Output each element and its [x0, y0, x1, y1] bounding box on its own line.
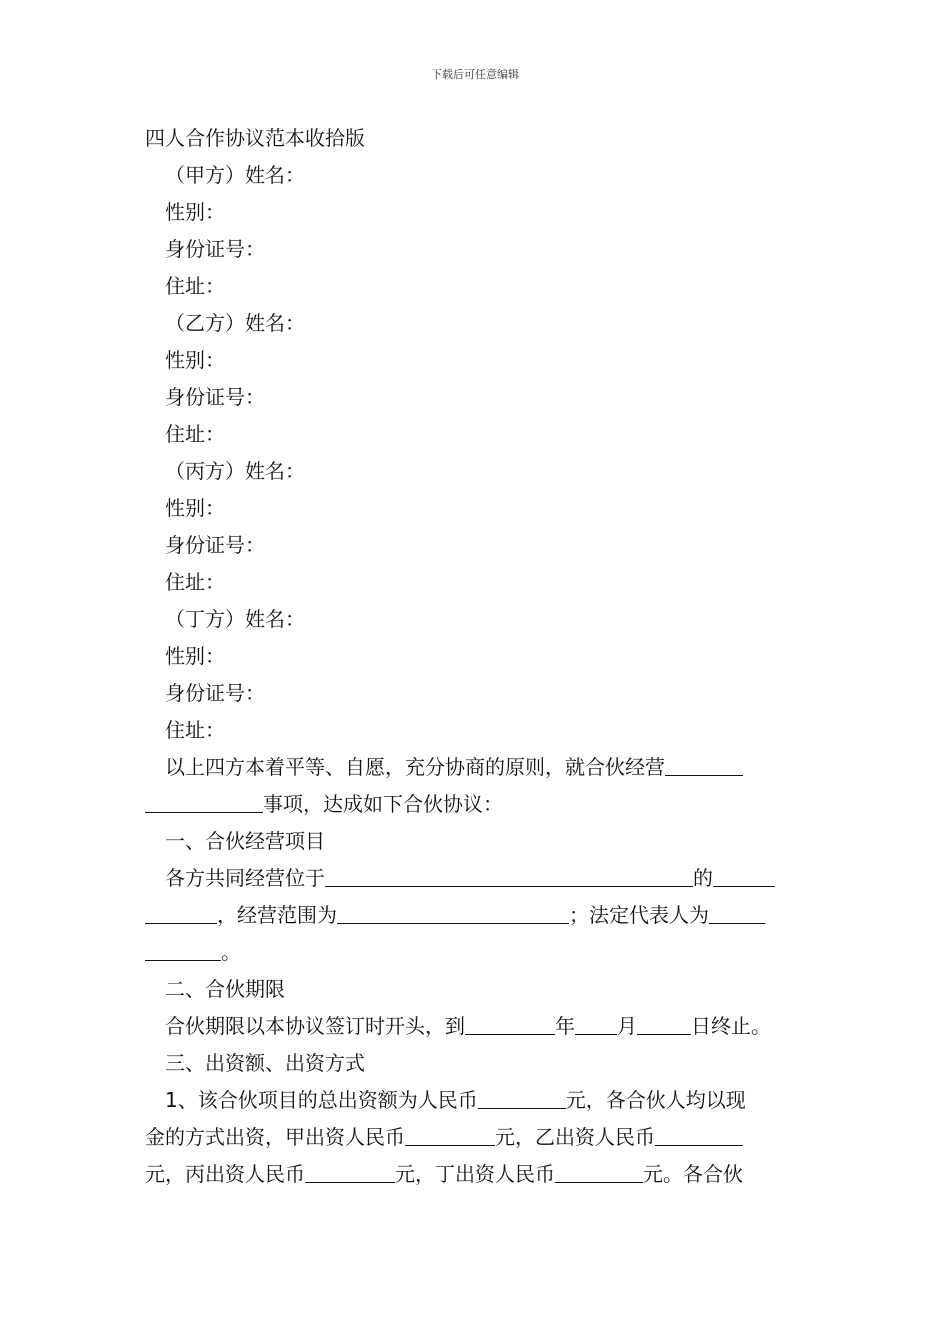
section-1-text-d: ；法定代表人为: [569, 903, 709, 927]
party-c-name: （丙方）姓名：: [165, 459, 305, 483]
party-d-address: 住址：: [165, 718, 225, 742]
party-a-capital-blank[interactable]: [405, 1123, 495, 1146]
party-a-name: （甲方）姓名：: [165, 163, 305, 187]
section-3-line-2: [145, 1119, 810, 1156]
intro-line-2: [145, 786, 810, 823]
intro-line-1: [145, 749, 810, 786]
party-b-id: 身份证号：: [165, 385, 265, 409]
party-b-address: 住址：: [165, 422, 225, 446]
day-blank[interactable]: [637, 1012, 691, 1035]
party-a-address: 住址：: [165, 274, 225, 298]
section-1-text-c: ，经营范围为: [217, 903, 337, 927]
term-month-label: 月: [617, 1014, 637, 1038]
section-1-text-b: 的: [693, 866, 713, 890]
party-b-name: （乙方）姓名：: [165, 311, 305, 335]
section-1-text-e: 。: [221, 940, 241, 964]
section-1-heading: 一、合伙经营项目: [165, 829, 325, 853]
party-b-gender: 性别：: [165, 348, 225, 372]
capital-text-f: 元，丁出资人民币: [395, 1162, 555, 1186]
section-2-heading: 二、合伙期限: [165, 977, 285, 1001]
term-day-label: 日终止。: [691, 1014, 771, 1038]
party-d-id: 身份证号：: [165, 681, 265, 705]
business-blank-1[interactable]: [665, 753, 743, 776]
term-text-a: 合伙期限以本协议签订时开头，到: [165, 1014, 465, 1038]
representative-blank[interactable]: [709, 901, 765, 924]
capital-text-b: 元，各合伙人均以现: [565, 1088, 746, 1112]
party-d-gender: 性别：: [165, 644, 225, 668]
location-blank-2[interactable]: [713, 864, 775, 887]
section-1-line-1: [145, 860, 810, 897]
section-1-line-3: [145, 934, 810, 971]
document-body: [145, 120, 810, 1193]
party-c-gender: 性别：: [165, 496, 225, 520]
capital-text-e: 元，丙出资人民币: [145, 1162, 305, 1186]
party-b-capital-blank[interactable]: [655, 1123, 743, 1146]
term-year-label: 年: [555, 1014, 575, 1038]
party-c-id: 身份证号：: [165, 533, 265, 557]
business-blank-2[interactable]: [145, 790, 263, 813]
year-blank[interactable]: [465, 1012, 555, 1035]
section-3-line-1: [145, 1082, 810, 1119]
intro-text-1: 以上四方本着平等、自愿，充分协商的原则，就合伙经营: [165, 755, 665, 779]
section-1-text-a: 各方共同经营位于: [165, 866, 325, 890]
document-title: 四人合作协议范本收拾版: [145, 126, 365, 150]
section-3-heading: 三、出资额、出资方式: [165, 1051, 365, 1075]
party-a-gender: 性别：: [165, 200, 225, 224]
intro-text-2: 事项，达成如下合伙协议：: [263, 792, 503, 816]
party-a-id: 身份证号：: [165, 237, 265, 261]
party-d-capital-blank[interactable]: [555, 1160, 643, 1183]
party-d-name: （丁方）姓名：: [165, 607, 305, 631]
page-header-note: 下载后可任意编辑: [431, 68, 519, 81]
capital-text-c: 金的方式出资，甲出资人民币: [145, 1125, 405, 1149]
location-blank-3[interactable]: [145, 901, 217, 924]
scope-blank[interactable]: [337, 901, 569, 924]
party-c-capital-blank[interactable]: [305, 1160, 395, 1183]
section-1-line-2: [145, 897, 810, 934]
party-c-address: 住址：: [165, 570, 225, 594]
total-capital-blank[interactable]: [478, 1086, 566, 1109]
location-blank[interactable]: [325, 864, 693, 887]
capital-text-d: 元，乙出资人民币: [495, 1125, 655, 1149]
section-3-line-3: [145, 1156, 810, 1193]
month-blank[interactable]: [575, 1012, 617, 1035]
section-2-line: [145, 1008, 810, 1045]
capital-text-g: 元。各合伙: [643, 1162, 743, 1186]
representative-blank-2[interactable]: [145, 938, 221, 961]
capital-text-a: 1、该合伙项目的总出资额为人民币: [165, 1088, 478, 1112]
